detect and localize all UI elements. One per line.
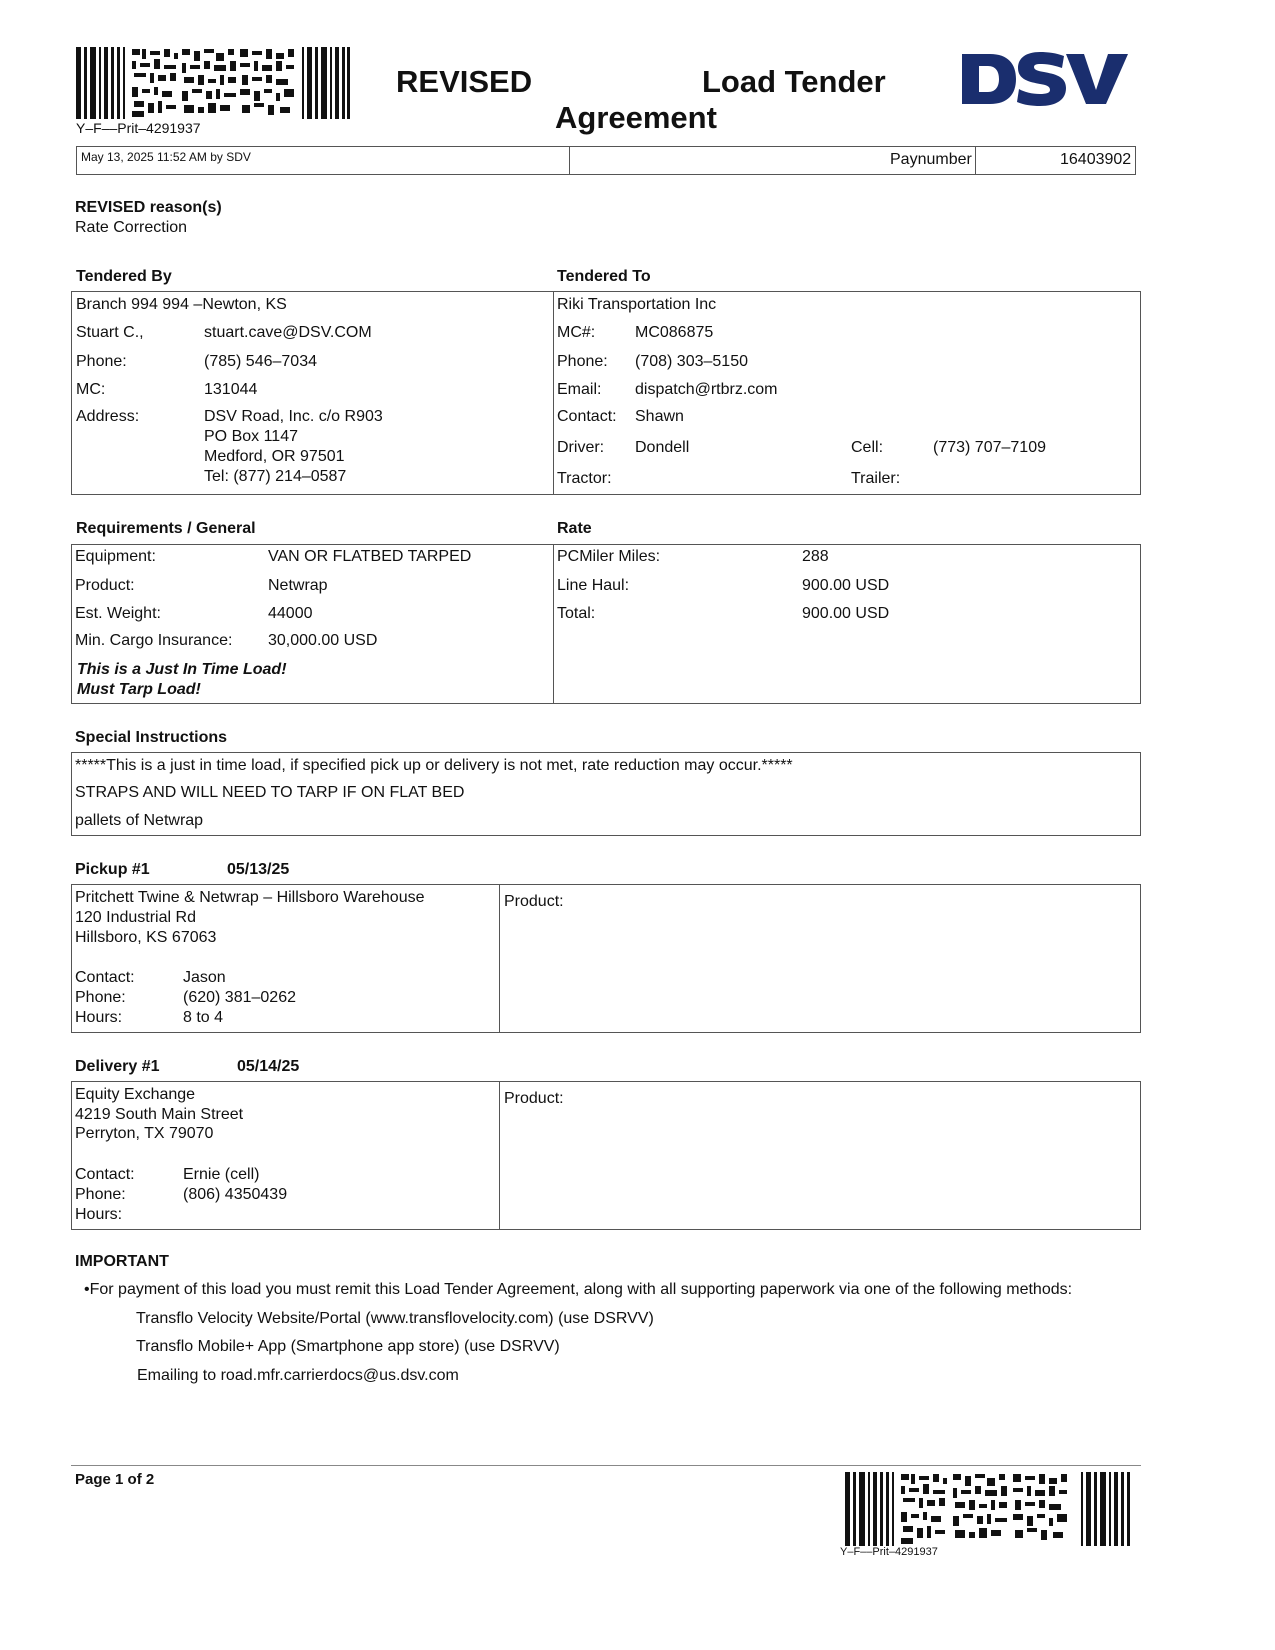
tendered-by-phone-label: Phone:	[76, 353, 127, 370]
pickup-date: 05/13/25	[227, 861, 290, 878]
timestamp: May 13, 2025 11:52 AM by SDV	[81, 150, 251, 164]
important-title: IMPORTANT	[75, 1253, 169, 1270]
weight-label: Est. Weight:	[75, 605, 161, 622]
linehaul-label: Line Haul:	[557, 577, 630, 594]
tendered-by-branch: Branch 994 994 –Newton, KS	[76, 296, 287, 313]
delivery-hours-label: Hours:	[75, 1206, 123, 1223]
tendered-divider	[553, 291, 554, 495]
tendered-by-address-line: PO Box 1147	[204, 428, 298, 445]
pickup-hours: 8 to 4	[183, 1009, 224, 1026]
tendered-to-driver-label: Driver:	[557, 439, 605, 456]
payment-method: Emailing to road.mfr.carrierdocs@us.dsv.com	[137, 1367, 459, 1384]
paynumber-value: 16403902	[1060, 151, 1132, 168]
revised-reason: Rate Correction	[75, 219, 188, 236]
delivery-divider	[499, 1081, 500, 1230]
insurance-value: 30,000.00 USD	[268, 632, 378, 649]
linehaul-value: 900.00 USD	[802, 577, 890, 594]
special-line: pallets of Netwrap	[75, 812, 204, 829]
delivery-title: Delivery #1	[75, 1058, 160, 1075]
tarp-note: Must Tarp Load!	[77, 681, 201, 698]
payment-method: Transflo Velocity Website/Portal (www.transflovelocity.com) (use DSRVV)	[136, 1310, 654, 1327]
title-agreement: Agreement	[555, 100, 717, 135]
tendered-by-phone: (785) 546–7034	[204, 353, 317, 370]
delivery-contact-label: Contact:	[75, 1166, 135, 1183]
requirements-rate-box	[71, 544, 1141, 704]
tendered-to-trailer-label: Trailer:	[851, 470, 901, 487]
pickup-address-line: Hillsboro, KS 67063	[75, 929, 217, 946]
tendered-to-cell: (773) 707–7109	[933, 439, 1046, 456]
tendered-to-email: dispatch@rtbrz.com	[635, 381, 778, 398]
delivery-date: 05/14/25	[237, 1058, 300, 1075]
jit-note: This is a Just In Time Load!	[77, 661, 287, 678]
revised-reasons-title: REVISED reason(s)	[75, 199, 222, 216]
miles-label: PCMiler Miles:	[557, 548, 661, 565]
footer-divider	[71, 1465, 1141, 1466]
tendered-by-address-line: Medford, OR 97501	[204, 448, 345, 465]
tendered-by-mc-label: MC:	[76, 381, 106, 398]
tendered-to-cell-label: Cell:	[851, 439, 884, 456]
tendered-to-driver: Dondell	[635, 439, 690, 456]
header-divider-2	[975, 146, 976, 175]
pickup-phone-label: Phone:	[75, 989, 126, 1006]
header-divider-1	[569, 146, 570, 175]
tendered-to-contact-label: Contact:	[557, 408, 617, 425]
special-line: STRAPS AND WILL NEED TO TARP IF ON FLAT BED	[75, 784, 465, 801]
tendered-by-name: Stuart C.,	[76, 324, 144, 341]
miles-value: 288	[802, 548, 829, 565]
tendered-to-phone-label: Phone:	[557, 353, 608, 370]
equipment-label: Equipment:	[75, 548, 156, 565]
delivery-address-line: Equity Exchange	[75, 1086, 196, 1103]
pickup-phone: (620) 381–0262	[183, 989, 296, 1006]
tendered-by-address-label: Address:	[76, 408, 140, 425]
tendered-to-mc-label: MC#:	[557, 324, 596, 341]
tendered-by-address-line: DSV Road, Inc. c/o R903	[204, 408, 383, 425]
header-barcode-caption: Y–F––Prit–4291937	[76, 120, 201, 136]
pickup-contact-label: Contact:	[75, 969, 135, 986]
title-load-tender: Load Tender	[702, 64, 886, 99]
delivery-contact: Ernie (cell)	[183, 1166, 260, 1183]
product-label: Product:	[75, 577, 135, 594]
delivery-phone-label: Phone:	[75, 1186, 126, 1203]
weight-value: 44000	[268, 605, 313, 622]
pickup-hours-label: Hours:	[75, 1009, 123, 1026]
requirements-title: Requirements / General	[76, 520, 256, 537]
insurance-label: Min. Cargo Insurance:	[75, 632, 233, 649]
pickup-address-line: 120 Industrial Rd	[75, 909, 196, 926]
tendered-to-email-label: Email:	[557, 381, 602, 398]
total-label: Total:	[557, 605, 596, 622]
tendered-by-title: Tendered By	[76, 268, 172, 285]
pickup-product-label: Product:	[504, 893, 564, 910]
page-number: Page 1 of 2	[75, 1471, 155, 1488]
important-bullet: •For payment of this load you must remit this Load Tender Agreement, along with all supporting paperwork via one of the following methods:	[84, 1281, 1073, 1298]
pickup-address-line: Pritchett Twine & Netwrap – Hillsboro Warehouse	[75, 889, 425, 906]
total-value: 900.00 USD	[802, 605, 890, 622]
pickup-title: Pickup #1	[75, 861, 150, 878]
tendered-by-mc: 131044	[204, 381, 258, 398]
delivery-phone: (806) 4350439	[183, 1186, 288, 1203]
tendered-by-address-line: Tel: (877) 214–0587	[204, 468, 347, 485]
delivery-product-label: Product:	[504, 1090, 564, 1107]
special-instructions-title: Special Instructions	[75, 729, 228, 746]
header-barcode	[76, 47, 351, 119]
tendered-to-title: Tendered To	[557, 268, 651, 285]
footer-barcode	[845, 1472, 1132, 1546]
delivery-address-line: Perryton, TX 79070	[75, 1125, 214, 1142]
tendered-by-email: stuart.cave@DSV.COM	[204, 324, 372, 341]
pickup-divider	[499, 884, 500, 1033]
tendered-to-phone: (708) 303–5150	[635, 353, 748, 370]
pickup-contact: Jason	[183, 969, 226, 986]
tendered-to-contact: Shawn	[635, 408, 684, 425]
payment-method: Transflo Mobile+ App (Smartphone app store) (use DSRVV)	[136, 1338, 560, 1355]
special-line: *****This is a just in time load, if specified pick up or delivery is not met, rate reduction may occur.*****	[75, 757, 793, 774]
dsv-logo	[962, 52, 1128, 106]
equipment-value: VAN OR FLATBED TARPED	[268, 548, 472, 565]
footer-barcode-caption: Y–F––Prit–4291937	[840, 1546, 938, 1558]
tendered-to-company: Riki Transportation Inc	[557, 296, 717, 313]
product-value: Netwrap	[268, 577, 328, 594]
title-revised: REVISED	[396, 64, 533, 99]
rate-title: Rate	[557, 520, 592, 537]
requirements-divider	[553, 544, 554, 704]
tendered-to-mc: MC086875	[635, 324, 714, 341]
paynumber-label: Paynumber	[890, 151, 972, 168]
tendered-to-tractor-label: Tractor:	[557, 470, 612, 487]
delivery-address-line: 4219 South Main Street	[75, 1106, 244, 1123]
